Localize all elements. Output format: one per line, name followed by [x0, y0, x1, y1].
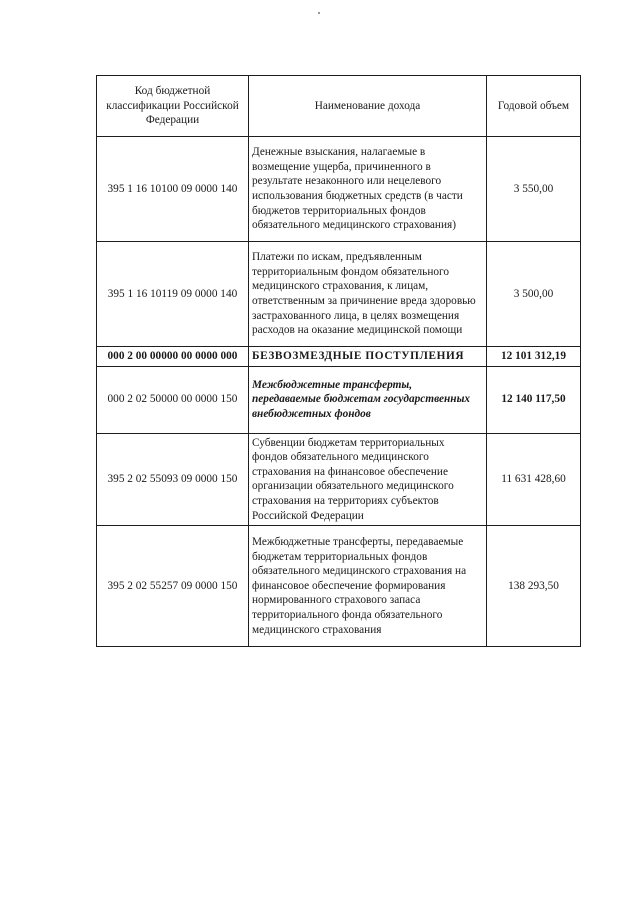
row-volume: 12 101 312,19	[487, 347, 581, 367]
scan-speck	[318, 12, 320, 14]
header-volume: Годовой объем	[487, 76, 581, 137]
row-code: 395 1 16 10119 09 0000 140	[97, 242, 249, 347]
table-row	[97, 242, 581, 347]
row-name: БЕЗВОЗМЕЗДНЫЕ ПОСТУПЛЕНИЯ	[249, 347, 487, 367]
header-name: Наименование дохода	[249, 76, 487, 137]
row-volume: 138 293,50	[487, 526, 581, 647]
table-row	[97, 526, 581, 647]
row-name: Денежные взыскания, налагаемые в возмещение ущерба, причиненного в результате незаконного или нецелевого использования бюджетных средств (в части бюджетов территориальных фондов обязательного медицинского страхования)	[249, 137, 487, 242]
row-name: Межбюджетные трансферты, передаваемые бюджетам государственных внебюджетных фондов	[249, 366, 487, 433]
row-name: Межбюджетные трансферты, передаваемые бюджетам территориальных фондов обязательного медицинского страхования на финансовое обеспечение формирования нормированного страхового запаса территориального фонда обязательного медицинского страхования	[249, 526, 487, 647]
table-row-subtotal	[97, 366, 581, 433]
row-code: 395 1 16 10100 09 0000 140	[97, 137, 249, 242]
row-volume: 3 550,00	[487, 137, 581, 242]
row-code: 395 2 02 55093 09 0000 150	[97, 433, 249, 526]
row-name: Субвенции бюджетам территориальных фондов обязательного медицинского страхования на финансовое обеспечение организации обязательного медицинского страхования на территориях субъектов Российской Федерации	[249, 433, 487, 526]
row-code: 000 2 00 00000 00 0000 000	[97, 347, 249, 367]
row-volume: 12 140 117,50	[487, 366, 581, 433]
table-header-row	[97, 76, 581, 137]
row-code: 000 2 02 50000 00 0000 150	[97, 366, 249, 433]
header-code: Код бюджетной классификации Российской Федерации	[97, 76, 249, 137]
row-volume: 3 500,00	[487, 242, 581, 347]
table-row	[97, 137, 581, 242]
table-row	[97, 433, 581, 526]
row-code: 395 2 02 55257 09 0000 150	[97, 526, 249, 647]
table-row-total	[97, 347, 581, 367]
row-name: Платежи по искам, предъявленным территориальным фондом обязательного медицинского страхования, к лицам, ответственным за причинение вреда здоровью застрахованного лица, в целях возмещения расходов на оказание медицинской помощи	[249, 242, 487, 347]
revenue-table	[96, 75, 581, 647]
row-volume: 11 631 428,60	[487, 433, 581, 526]
